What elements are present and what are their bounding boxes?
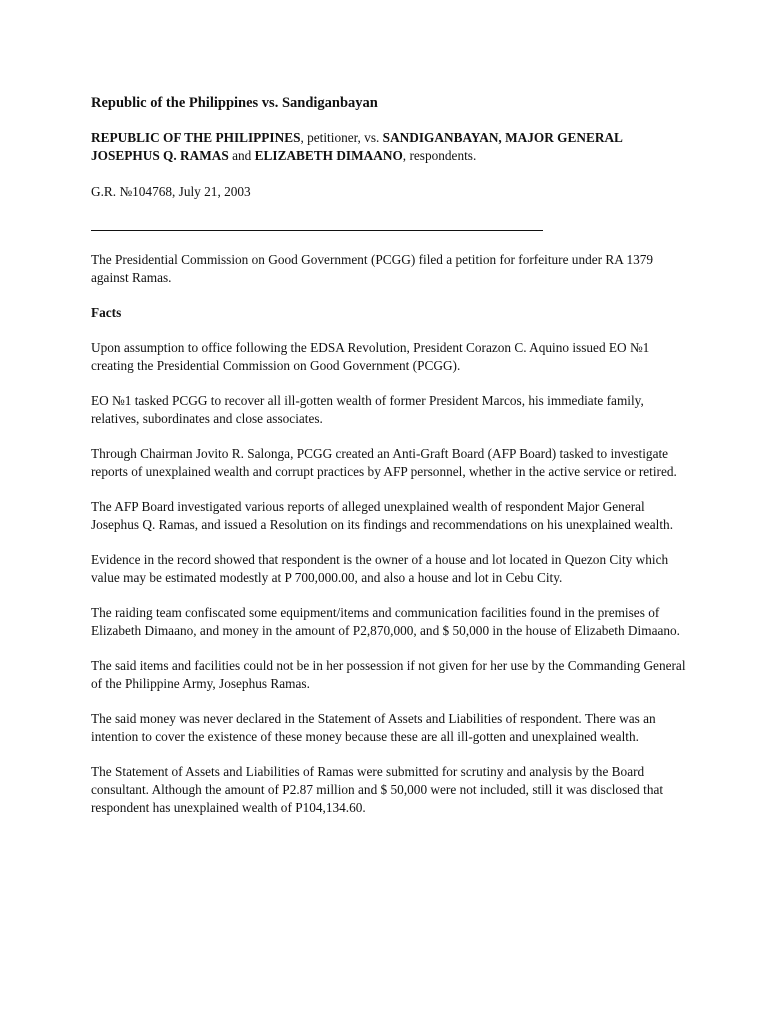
- party-petitioner: REPUBLIC OF THE PHILIPPINES: [91, 130, 301, 145]
- party-connector: , petitioner, vs.: [300, 130, 383, 145]
- document-page: [91, 94, 691, 834]
- case-parties: [91, 129, 691, 165]
- horizontal-rule: [91, 230, 543, 231]
- document-title: Republic of the Philippines vs. Sandiganbayan: [91, 95, 378, 111]
- facts-paragraph: EO №1 tasked PCGG to recover all ill-gotten wealth of former President Marcos, his immediate family, relatives, subordinates and close associates.: [91, 393, 644, 426]
- party-respondent-1: SANDIGANBAYAN, MAJOR GENERAL JOSEPHUS Q. RAMAS: [91, 130, 623, 163]
- facts-paragraph: The said items and facilities could not be in her possession if not given for her use by the Commanding General of the Philippine Army, Josephus Ramas.: [91, 658, 686, 691]
- party-connector: and: [228, 148, 255, 163]
- party-suffix: , respondents.: [402, 148, 477, 163]
- facts-heading: Facts: [91, 305, 122, 320]
- facts-paragraph: Upon assumption to office following the EDSA Revolution, President Corazon C. Aquino issued EO №1 creating the Presidential Commission on Good Government (PCGG).: [91, 340, 650, 373]
- facts-paragraph: The raiding team confiscated some equipment/items and communication facilities found in the premises of Elizabeth Dimaano, and money in the amount of P2,870,000, and $ 50,000 in the house of Elizabeth Dimaano.: [91, 605, 680, 638]
- intro-paragraph: The Presidential Commission on Good Government (PCGG) filed a petition for forfeiture under RA 1379 against Ramas.: [91, 252, 654, 285]
- facts-paragraph: Through Chairman Jovito R. Salonga, PCGG created an Anti-Graft Board (AFP Board) tasked to investigate reports of unexplained wealth and corrupt practices by AFP personnel, whether in the active service or retired.: [91, 446, 677, 479]
- facts-paragraph: Evidence in the record showed that respondent is the owner of a house and lot located in Quezon City which value may be estimated modestly at P 700,000.00, and also a house and lot in Cebu City.: [91, 552, 669, 585]
- party-respondent-2: ELIZABETH DIMAANO: [254, 148, 403, 163]
- facts-paragraph: The Statement of Assets and Liabilities of Ramas were submitted for scrutiny and analysis by the Board consultant. Although the amount of P2.87 million and $ 50,000 were not included, still it was disclosed that respondent has unexplained wealth of P104,134.60.: [91, 764, 664, 815]
- facts-paragraph: The AFP Board investigated various reports of alleged unexplained wealth of respondent Major General Josephus Q. Ramas, and issued a Resolution on its findings and recommendations on his unexplained wealth.: [91, 499, 674, 532]
- gr-number: G.R. №104768, July 21, 2003: [91, 184, 251, 199]
- facts-paragraph: The said money was never declared in the Statement of Assets and Liabilities of respondent. There was an intention to cover the existence of these money because these are all ill-gotten and unexplained wealth.: [91, 711, 656, 744]
